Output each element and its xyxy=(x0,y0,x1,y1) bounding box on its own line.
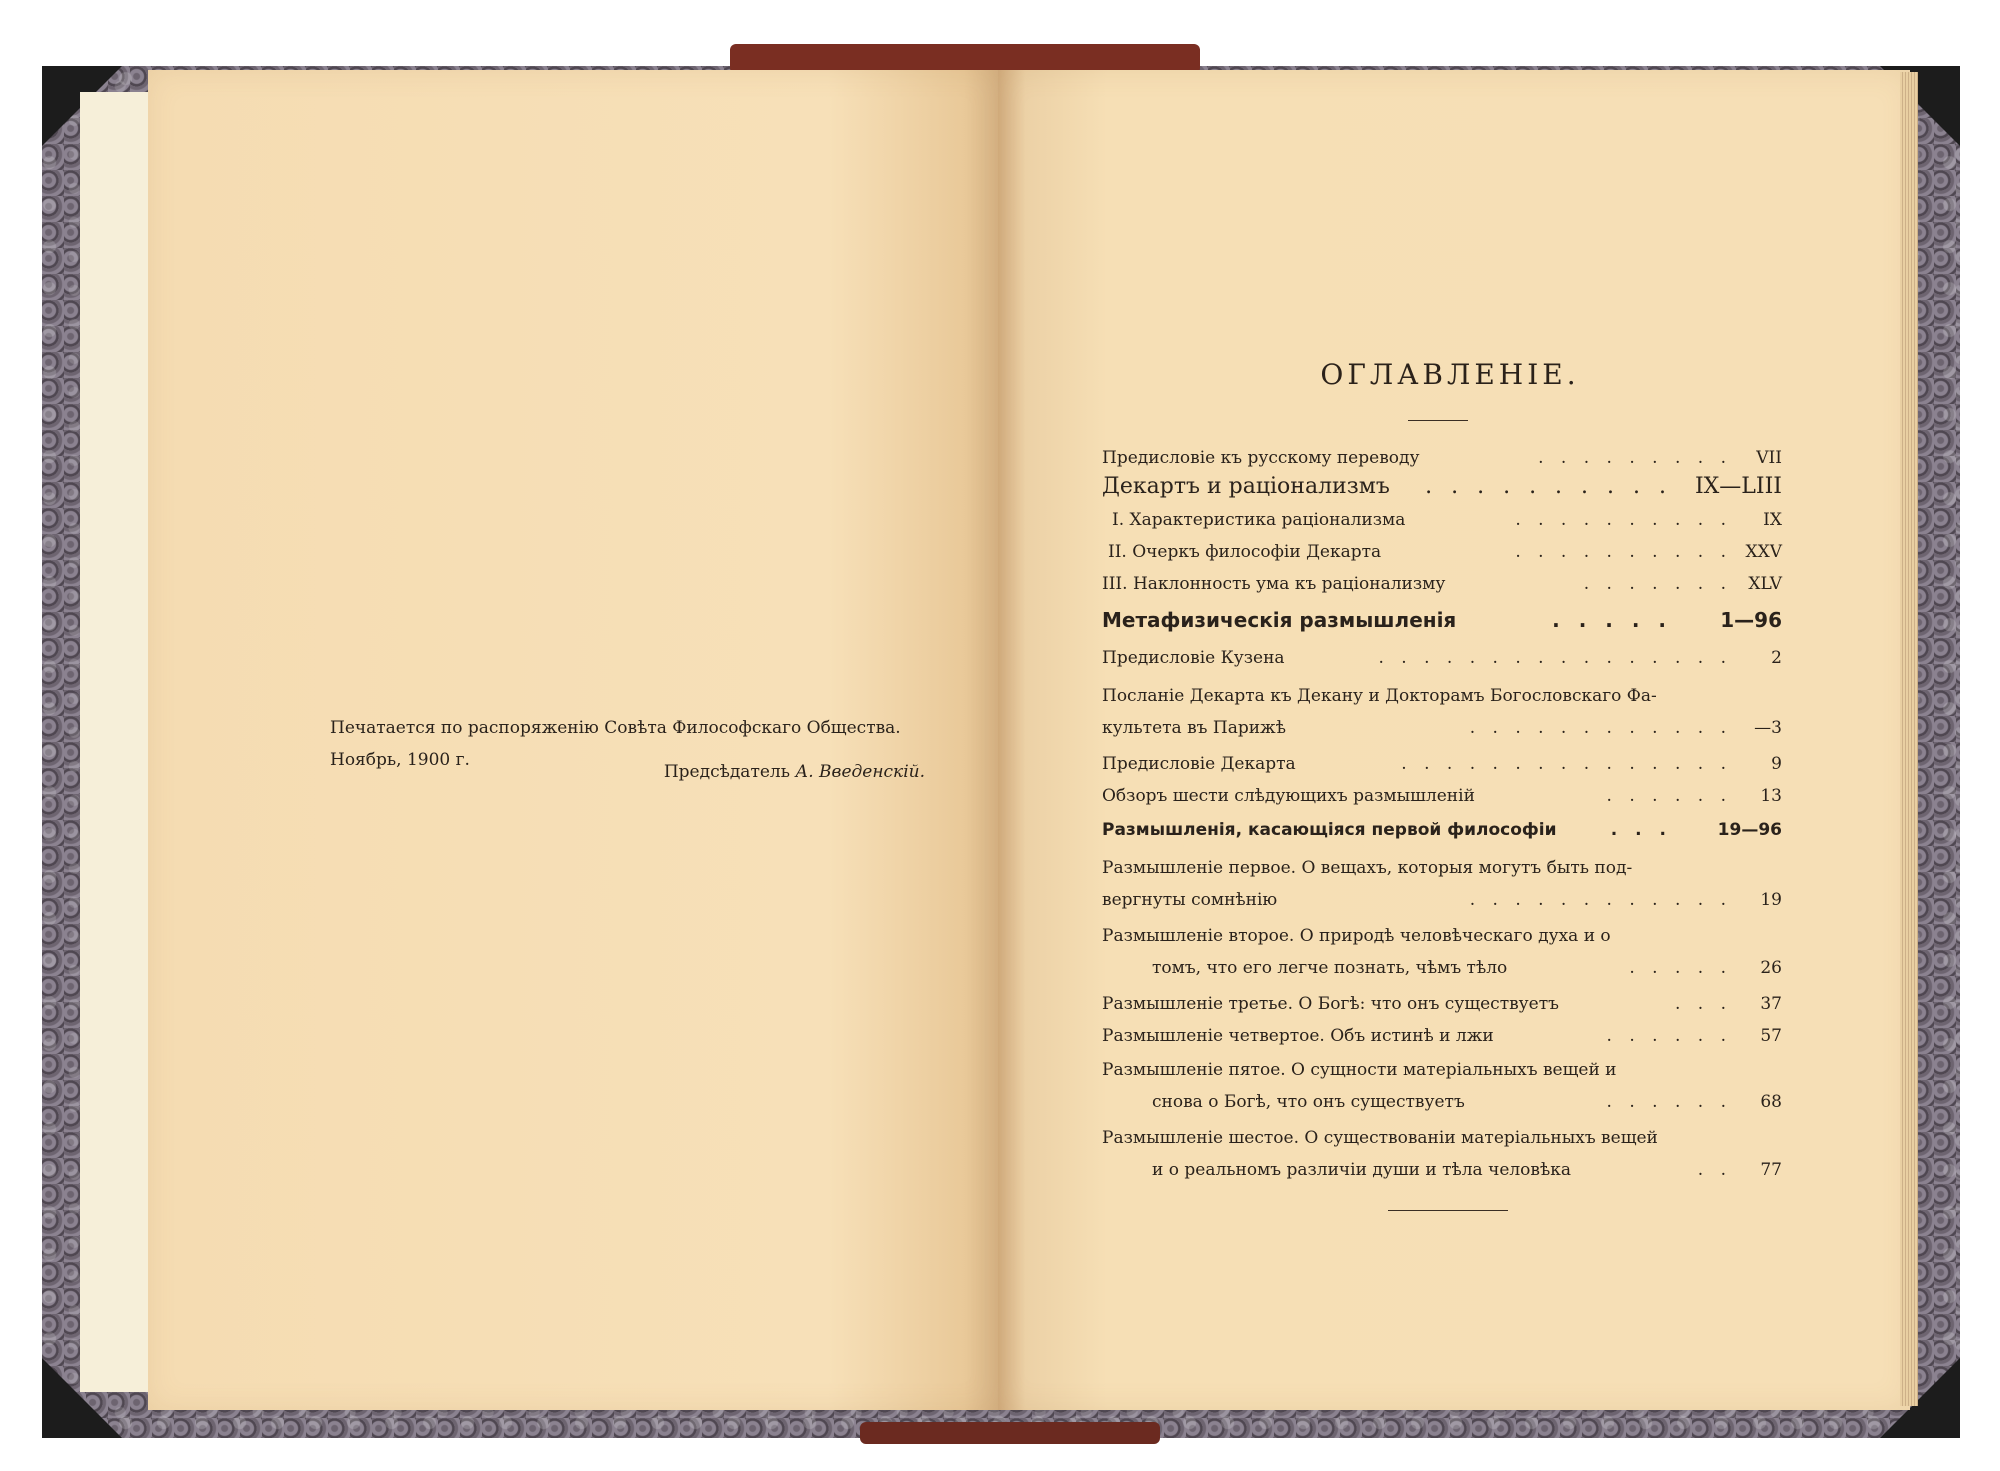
imprint-chair xyxy=(664,762,925,782)
toc-entry-title: Размышленіе пятое. О сущности матеріальныхъ вещей и xyxy=(1102,1060,1617,1080)
spine-bottom xyxy=(860,1422,1160,1444)
toc-page-number: 13 xyxy=(1760,786,1782,806)
toc-entry-title: Метафизическія размышленія xyxy=(1102,608,1457,632)
toc-page-number: 77 xyxy=(1760,1160,1782,1180)
toc-page-number: 37 xyxy=(1760,994,1782,1014)
toc-leader-dots: . . . . . . . . . . xyxy=(1515,510,1732,530)
toc-leader-dots: . . . . . . . . . . xyxy=(1425,474,1672,499)
toc-leader-dots: . . . . . . . . . . . . . . . xyxy=(1401,754,1732,774)
toc-page-number: XLV xyxy=(1748,574,1782,594)
toc-leader-dots: . . . . . . . . . xyxy=(1538,448,1732,468)
toc-page-number: —3 xyxy=(1754,718,1782,738)
toc-page-number: 9 xyxy=(1771,754,1782,774)
toc-entry-title: Предисловіе Кузена xyxy=(1102,648,1285,668)
toc-page-number: VII xyxy=(1756,448,1782,468)
chair-name: А. Введенскій. xyxy=(795,762,925,782)
toc-leader-dots: . . . xyxy=(1610,820,1672,840)
toc-page-number: IX xyxy=(1763,510,1782,530)
right-page xyxy=(998,70,1910,1410)
toc-entry-title: и о реальномъ различіи души и тѣла человѣка xyxy=(1152,1160,1571,1180)
toc-page-number: IX—LIII xyxy=(1694,474,1782,499)
imprint-line: Печатается по распоряженію Совѣта Философскаго Общества. xyxy=(330,718,901,738)
toc-entry-title: Размышленіе четвертое. Объ истинѣ и лжи xyxy=(1102,1026,1494,1046)
toc-entry-title: Размышленіе шестое. О существованіи матеріальныхъ вещей xyxy=(1102,1128,1658,1148)
chair-prefix: Предсѣдатель xyxy=(663,762,790,782)
toc-entry-title: Посланіе Декарта къ Декану и Докторамъ Богословскаго Фа- xyxy=(1102,686,1657,706)
toc-entry-title: вергнуты сомнѣнію xyxy=(1102,890,1278,910)
toc-leader-dots: . . . . . . . . . . . . . . . . xyxy=(1378,648,1732,668)
toc-entry-title: Размышленія, касающіяся первой философіи xyxy=(1102,820,1557,840)
toc-page-number: XXV xyxy=(1745,542,1782,562)
toc-leader-dots: . . . . . . . . . . . . xyxy=(1469,718,1732,738)
toc-page-number: 19 xyxy=(1760,890,1782,910)
toc-entry-title: Размышленіе третье. О Богѣ: что онъ существуетъ xyxy=(1102,994,1559,1014)
toc-leader-dots: . . . . . . . . . . . . xyxy=(1469,890,1732,910)
toc-entry-title: томъ, что его легче познать, чѣмъ тѣло xyxy=(1152,958,1508,978)
toc-leader-dots: . . . . . xyxy=(1552,608,1672,632)
toc-leader-dots: . . . . . . xyxy=(1606,1026,1732,1046)
toc-entry-title: Декартъ и раціонализмъ xyxy=(1102,474,1390,499)
toc-page-number: 57 xyxy=(1760,1026,1782,1046)
toc-leader-dots: . . xyxy=(1697,1160,1732,1180)
page-edges xyxy=(1900,72,1918,1406)
toc-page-number: 1—96 xyxy=(1720,608,1782,632)
toc-entry-title: Размышленіе первое. О вещахъ, которыя могутъ быть под- xyxy=(1102,858,1633,878)
toc-leader-dots: . . . xyxy=(1674,994,1732,1014)
title-rule xyxy=(1408,420,1468,421)
toc-entry-title: снова о Богѣ, что онъ существуетъ xyxy=(1152,1092,1465,1112)
imprint xyxy=(330,718,925,782)
end-rule xyxy=(1388,1210,1508,1211)
toc-page-number: 26 xyxy=(1760,958,1782,978)
toc-entry-title: Обзоръ шести слѣдующихъ размышленій xyxy=(1102,786,1475,806)
toc-entry-title: III. Наклонность ума къ раціонализму xyxy=(1102,574,1446,594)
toc-page-number: 68 xyxy=(1760,1092,1782,1112)
toc-entry-title: Размышленіе второе. О природѣ человѣческаго духа и о xyxy=(1102,926,1611,946)
imprint-date: Ноябрь, 1900 г. xyxy=(330,750,470,770)
toc-leader-dots: . . . . . . . . . . xyxy=(1515,542,1732,562)
toc-title: ОГЛАВЛЕНІЕ. xyxy=(1320,358,1580,391)
toc-entry-title: культета въ Парижѣ xyxy=(1102,718,1286,738)
toc-entry-title: I. Характеристика раціонализма xyxy=(1112,510,1406,530)
toc-page-number: 2 xyxy=(1771,648,1782,668)
toc-entry-title: Предисловіе Декарта xyxy=(1102,754,1296,774)
toc-leader-dots: . . . . . . . xyxy=(1583,574,1732,594)
toc-leader-dots: . . . . . . xyxy=(1606,786,1732,806)
toc-entry-title: Предисловіе къ русскому переводу xyxy=(1102,448,1420,468)
toc-entry-title: II. Очеркъ философіи Декарта xyxy=(1108,542,1382,562)
toc-leader-dots: . . . . . xyxy=(1629,958,1732,978)
toc-leader-dots: . . . . . . xyxy=(1606,1092,1732,1112)
toc-page-number: 19—96 xyxy=(1717,820,1782,840)
